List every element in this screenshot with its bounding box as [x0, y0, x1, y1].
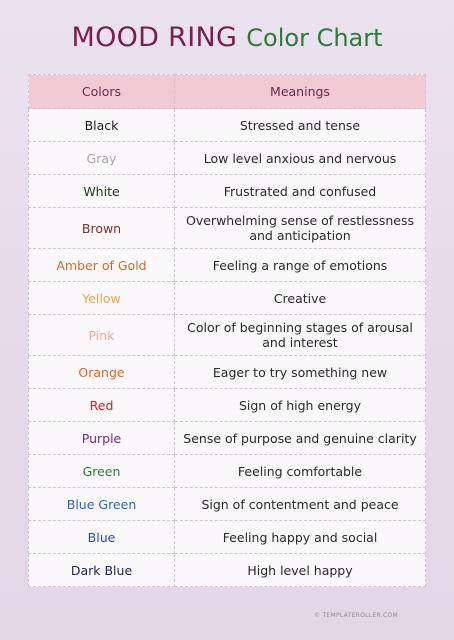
meaning-cell: Color of beginning stages of arousal and interest: [175, 315, 426, 356]
table-row: [29, 389, 426, 422]
table-row: [29, 521, 426, 554]
color-name-cell: Orange: [29, 356, 175, 389]
table-row: [29, 488, 426, 521]
table-header-row: [29, 75, 426, 109]
meaning-cell: Feeling comfortable: [175, 455, 426, 488]
meaning-cell: Sense of purpose and genuine clarity: [175, 422, 426, 455]
table-row: [29, 249, 426, 282]
meaning-cell: Frustrated and confused: [175, 175, 426, 208]
color-name-cell: Yellow: [29, 282, 175, 315]
title-main: MOOD RING: [71, 22, 238, 53]
color-name-cell: Gray: [29, 142, 175, 175]
meaning-cell: Feeling a range of emotions: [175, 249, 426, 282]
table-row: [29, 422, 426, 455]
table-row: [29, 282, 426, 315]
table-row: [29, 109, 426, 142]
footer-credit: © TEMPLATEROLLER.COM: [313, 612, 398, 619]
table-row: [29, 208, 426, 249]
meaning-cell: Sign of contentment and peace: [175, 488, 426, 521]
color-name-cell: Red: [29, 389, 175, 422]
color-name-cell: Dark Blue: [29, 554, 175, 587]
color-name-cell: Pink: [29, 315, 175, 356]
color-name-cell: Purple: [29, 422, 175, 455]
table-row: [29, 315, 426, 356]
header-meanings: Meanings: [175, 75, 426, 109]
meaning-cell: Overwhelming sense of restlessness and anticipation: [175, 208, 426, 249]
meaning-cell: High level happy: [175, 554, 426, 587]
title-sub: Color Chart: [246, 24, 383, 52]
table-row: [29, 175, 426, 208]
table-row: [29, 356, 426, 389]
meaning-cell: Creative: [175, 282, 426, 315]
meaning-cell: Stressed and tense: [175, 109, 426, 142]
color-name-cell: Blue Green: [29, 488, 175, 521]
color-name-cell: Amber of Gold: [29, 249, 175, 282]
table-row: [29, 142, 426, 175]
header-colors: Colors: [29, 75, 175, 109]
color-name-cell: Blue: [29, 521, 175, 554]
meaning-cell: Low level anxious and nervous: [175, 142, 426, 175]
meaning-cell: Feeling happy and social: [175, 521, 426, 554]
page-title: [0, 22, 454, 53]
table-row: [29, 455, 426, 488]
color-name-cell: Green: [29, 455, 175, 488]
meaning-cell: Eager to try something new: [175, 356, 426, 389]
color-name-cell: Black: [29, 109, 175, 142]
table-body: [29, 109, 426, 587]
meaning-cell: Sign of high energy: [175, 389, 426, 422]
color-name-cell: Brown: [29, 208, 175, 249]
mood-color-table: [28, 74, 426, 587]
table-row: [29, 554, 426, 587]
color-name-cell: White: [29, 175, 175, 208]
